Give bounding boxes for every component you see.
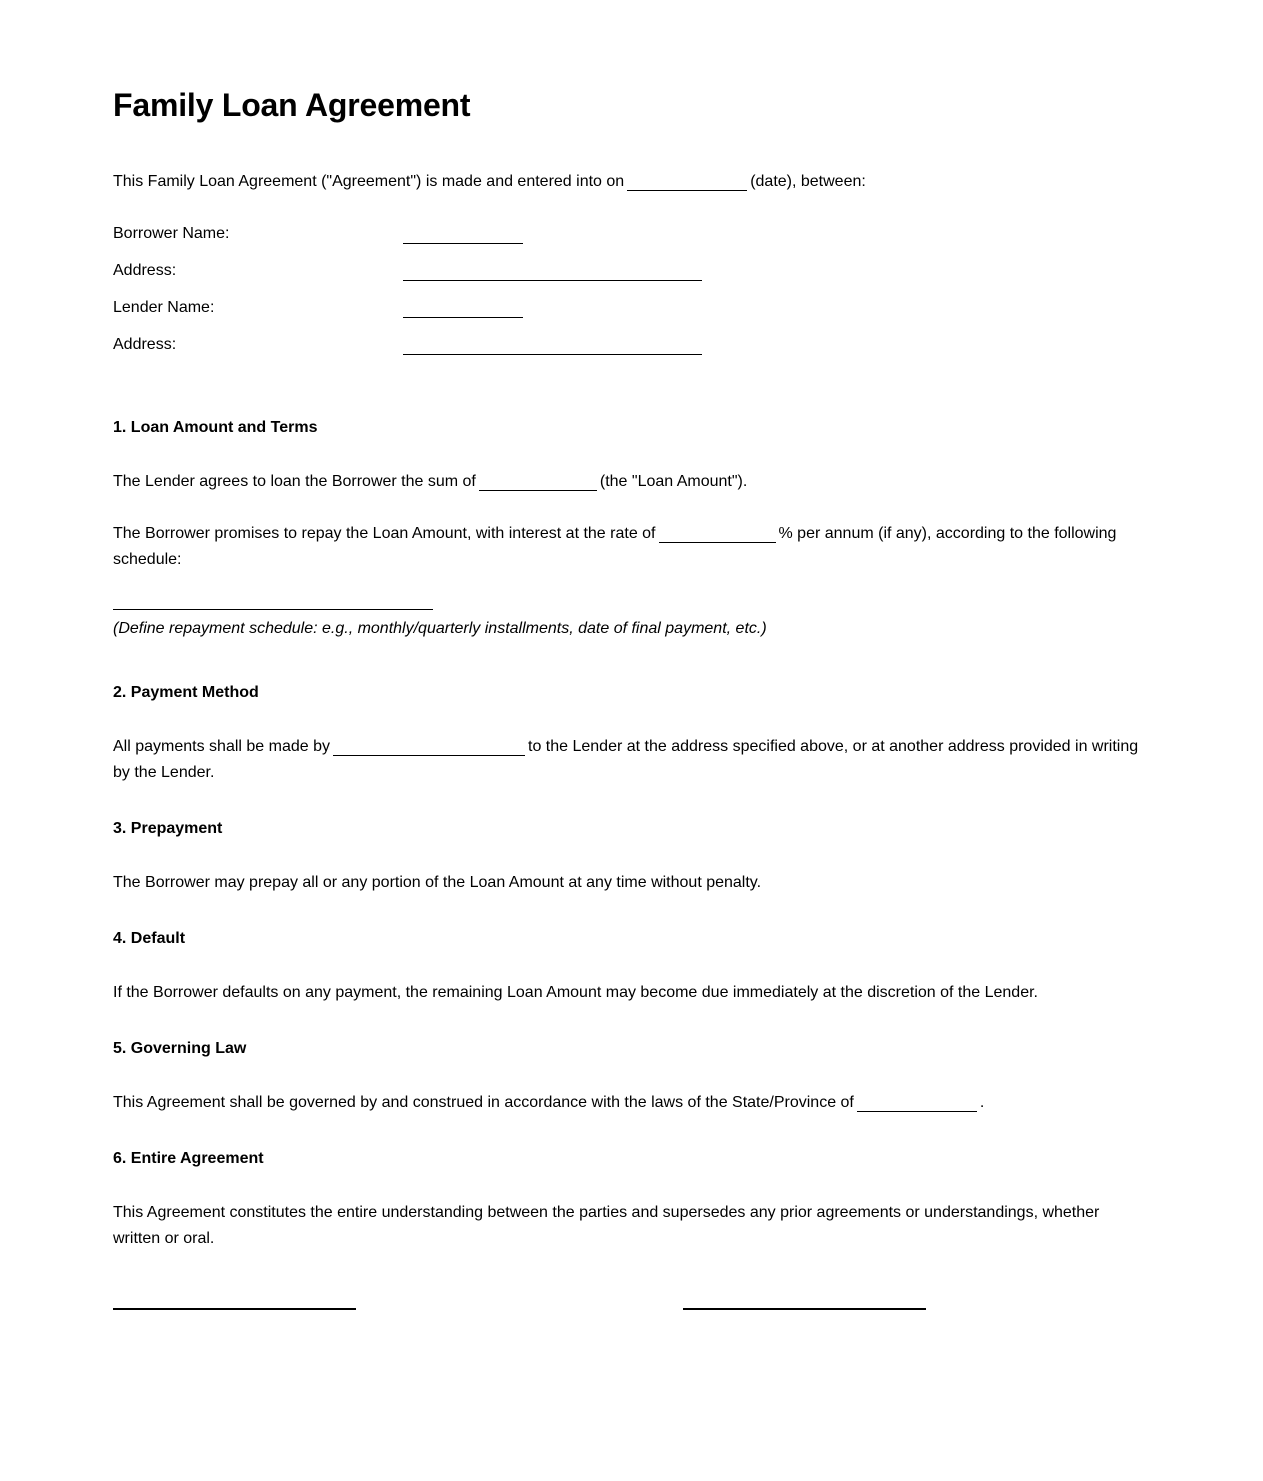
intro-text-after: (date), between: [750,173,866,191]
prepayment-paragraph: The Borrower may prepay all or any portion of the Loan Amount at any time without penalty. [113,874,762,892]
section-payment-method [113,682,1150,786]
payment-method-text-before: All payments shall be made by [113,738,330,756]
default-paragraph: If the Borrower defaults on any payment, the remaining Loan Amount may become due immediately at the discretion of the Lender. [113,984,1038,1002]
field-label: Address: [113,262,177,280]
payment-method-blank[interactable] [333,740,525,756]
section-heading: 6. Entire Agreement [113,1150,264,1168]
repayment-schedule-hint: (Define repayment schedule: e.g., monthly/quarterly installments, date of final payment, etc.) [113,620,767,638]
loan-amount-blank[interactable] [479,475,597,491]
signature-area [113,1308,1150,1310]
field-lender-name [113,295,1150,332]
field-label: Borrower Name: [113,225,230,243]
section-heading: 4. Default [113,930,186,948]
loan-sum-paragraph [113,469,1150,495]
lender-address-blank[interactable] [403,354,702,355]
loan-sum-text-after: (the "Loan Amount"). [599,473,748,491]
payment-method-paragraph [113,734,1150,786]
section-governing-law [113,1038,1150,1116]
borrower-address-blank[interactable] [403,280,702,281]
parties-fields [113,221,1150,369]
intro-text-before: This Family Loan Agreement ("Agreement") is made and entered into on [113,173,625,191]
lender-signature-line[interactable] [683,1308,926,1310]
governing-law-text-before: This Agreement shall be governed by and construed in accordance with the laws of the State/Province of [113,1094,854,1112]
field-borrower-name [113,221,1150,258]
section-default [113,928,1150,1006]
governing-law-text-after: . [979,1094,985,1112]
section-loan-amount-and-terms [113,417,1150,642]
entire-agreement-paragraph: This Agreement constitutes the entire understanding between the parties and supersedes any prior agreements or understandings, whether written or oral. [113,1204,1100,1248]
field-label: Address: [113,336,177,354]
interest-rate-blank[interactable] [659,527,776,543]
section-heading: 3. Prepayment [113,820,223,838]
interest-rate-text-after: % per annum (if any), according to the following schedule: [113,525,1117,569]
interest-rate-paragraph [113,521,1150,573]
signature-gap [356,1308,683,1310]
section-prepayment [113,818,1150,896]
loan-sum-text-before: The Lender agrees to loan the Borrower the sum of [113,473,476,491]
field-lender-address [113,332,1150,369]
field-borrower-address [113,258,1150,295]
governing-law-paragraph [113,1090,1150,1116]
section-heading: 1. Loan Amount and Terms [113,419,318,437]
section-heading: 2. Payment Method [113,684,259,702]
intro-paragraph [113,169,1150,195]
date-blank[interactable] [627,175,747,191]
payment-method-text-after: to the Lender at the address specified above, or at another address provided in writing by the Lender. [113,738,1139,782]
borrower-signature-line[interactable] [113,1308,356,1310]
state-province-blank[interactable] [857,1096,977,1112]
field-label: Lender Name: [113,299,215,317]
page-title: Family Loan Agreement [113,87,471,123]
borrower-name-blank[interactable] [403,243,523,244]
section-entire-agreement [113,1148,1150,1252]
interest-rate-text-before: The Borrower promises to repay the Loan Amount, with interest at the rate of [113,525,656,543]
repayment-schedule-blank[interactable] [113,609,433,610]
section-heading: 5. Governing Law [113,1040,247,1058]
lender-name-blank[interactable] [403,317,523,318]
